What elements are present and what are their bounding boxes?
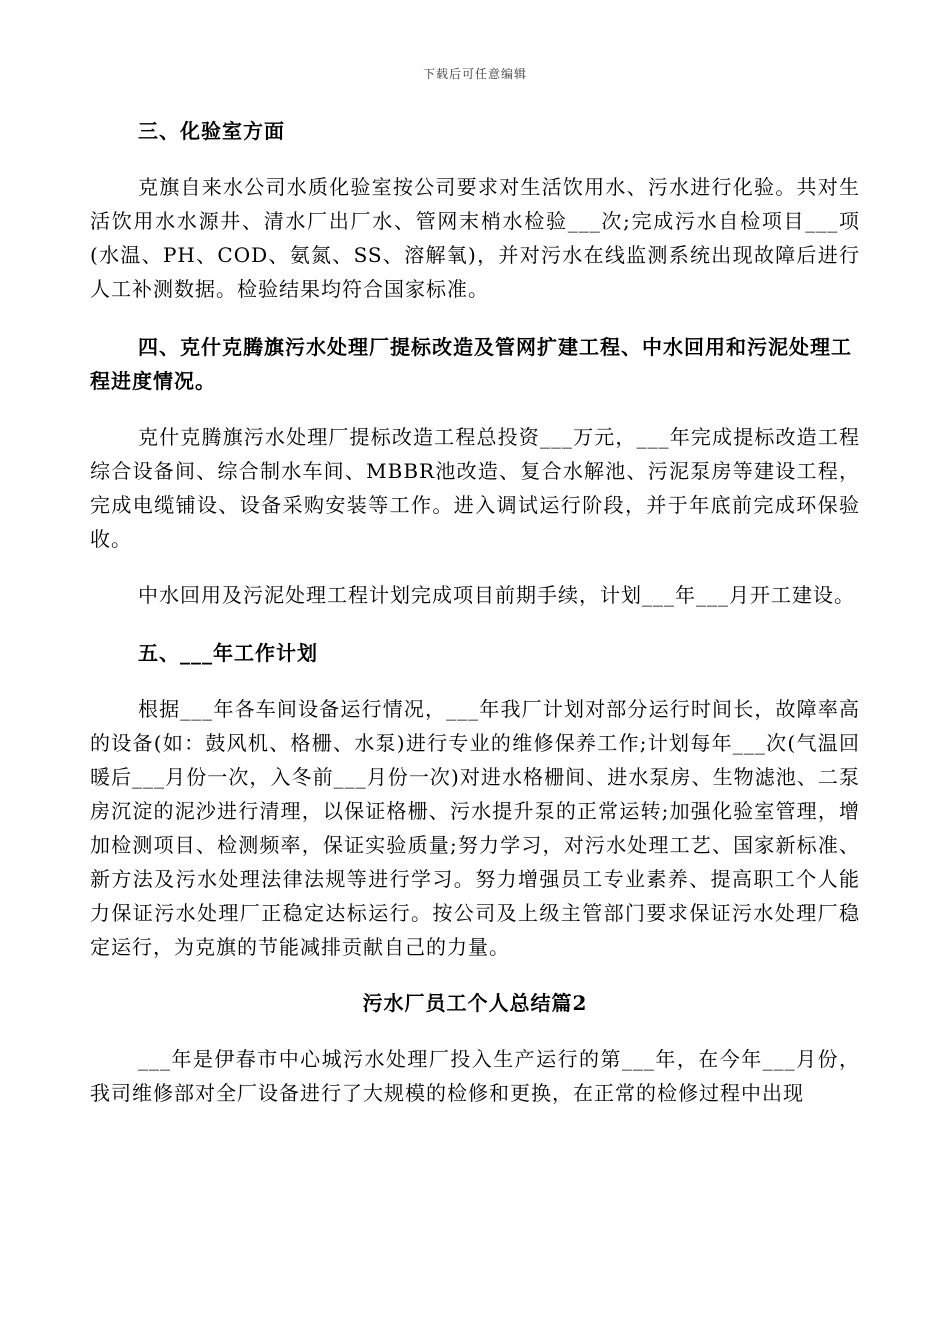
paragraph-lab-testing: 克旗自来水公司水质化验室按公司要求对生活饮用水、污水进行化验。共对生活饮用水水源井、清水厂出厂水、管网末梢水检验___次;完成污水自检项目___项(水温、PH、COD、氨氮、SS、溶解氧)，并对污水在线监测系统出现故障后进行人工补测数据。检验结果均符合国家标准。 [90, 175, 860, 301]
page-header: 下载后可任意编辑 [422, 67, 527, 81]
paragraph-work-plan: 根据___年各车间设备运行情况，___年我厂计划对部分运行时间长，故障率高的设备(如：鼓风机、格栅、水泵)进行专业的维修保养工作;计划每年___次(气温回暖后___月份一次，入冬前___月份一次)对进水格栅间、进水泵房、生物滤池、二泵房沉淀的泥沙进行清理，以保证格栅、污水提升泵的正常运转;加强化验室管理，增加检测项目、检测频率，保证实验质量;努力学习，对污水处理工艺、国家新标准、新方法及污水处理法律法规等进行学习。努力增强员工专业素养、提高职工个人能力保证污水处理厂正稳定达标运行。按公司及上级主管部门要求保证污水处理厂稳定运行，为克旗的节能减排贡献自己的力量。 [90, 697, 860, 959]
section-heading-lab: 三、化验室方面 [138, 119, 285, 143]
paragraph-part-2-intro: ___年是伊春市中心城污水处理厂投入生产运行的第___年，在今年___月份，我司维修部对全厂设备进行了大规模的检修和更换，在正常的检修过程中出现 [90, 1047, 860, 1105]
document-body [90, 114, 860, 1110]
section-heading-upgrade-progress: 四、克什克腾旗污水处理厂提标改造及管网扩建工程、中水回用和污泥处理工程进度情况。 [90, 335, 852, 393]
paragraph-upgrade-investment: 克什克腾旗污水处理厂提标改造工程总投资___万元，___年完成提标改造工程综合设备间、综合制水车间、MBBR池改造、复合水解池、污泥泵房等建设工程，完成电缆铺设、设备采购安装等工作。进入调试运行阶段，并于年底前完成环保验收。 [90, 425, 860, 551]
section-heading-work-plan: 五、___年工作计划 [138, 641, 318, 665]
document-title-part-2: 污水厂员工个人总结篇2 [362, 991, 588, 1015]
paragraph-reclaimed-water-plan: 中水回用及污泥处理工程计划完成项目前期手续，计划___年___月开工建设。 [138, 583, 855, 607]
